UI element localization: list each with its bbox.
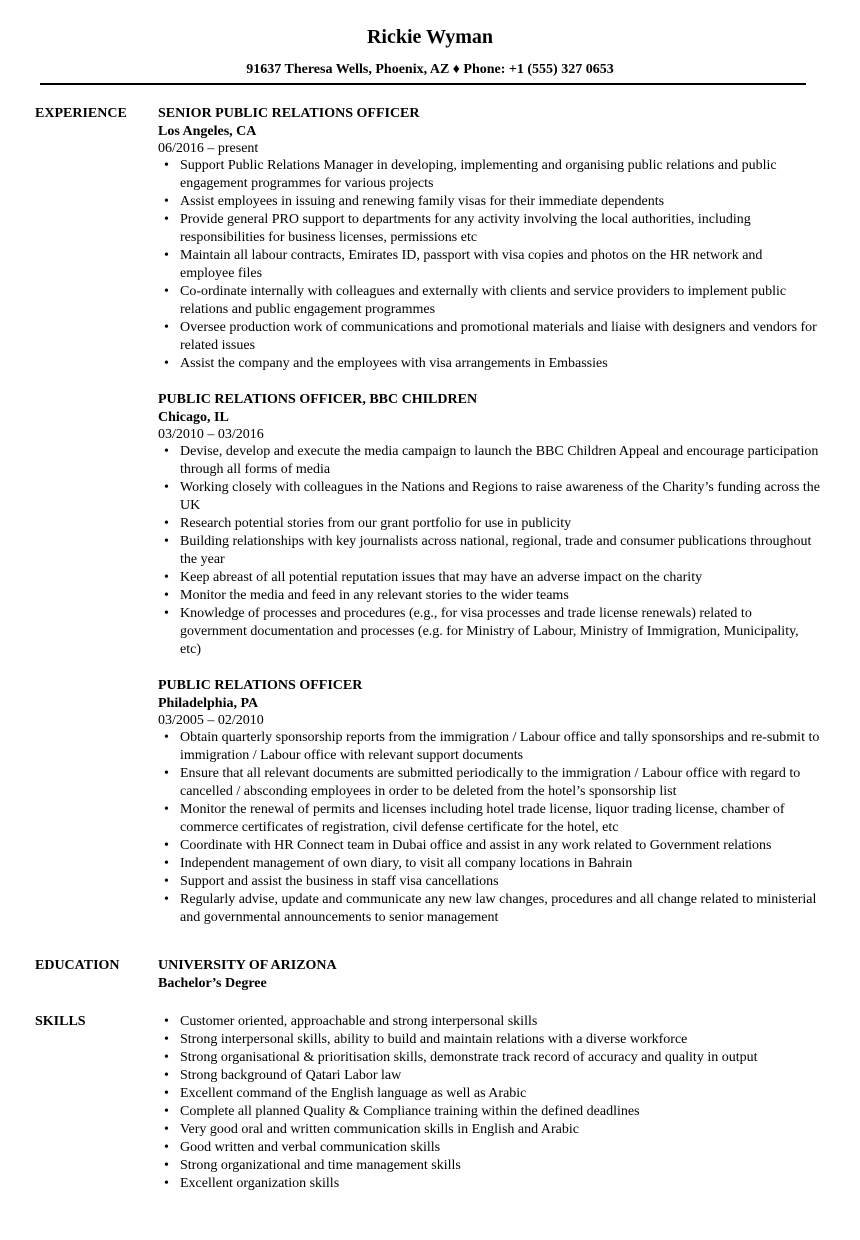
- bullet-item: [158, 855, 820, 873]
- header-divider: [40, 83, 806, 85]
- bullet-item: [158, 247, 820, 283]
- bullet-text: Provide general PRO support to departments for any activity involving the local authorities, including responsibilities for business licenses, permissions etc: [180, 212, 751, 245]
- job-location: Chicago, IL: [158, 410, 229, 425]
- bullet-text: Regularly advise, update and communicate any new law changes, procedures and all change related to ministerial and governmental announcements to senior management: [180, 892, 817, 925]
- bullet-icon: •: [164, 1158, 169, 1173]
- skill-text: Very good oral and written communication skills in English and Arabic: [180, 1122, 579, 1137]
- bullet-icon: •: [164, 892, 169, 907]
- job-location: Philadelphia, PA: [158, 696, 259, 711]
- job-dates: 03/2005 – 02/2010: [158, 713, 264, 728]
- bullet-icon: •: [164, 588, 169, 603]
- bullet-icon: •: [164, 1176, 169, 1191]
- bullet-item: [158, 729, 820, 765]
- bullet-item: [158, 193, 820, 211]
- job-bullets: [158, 157, 820, 373]
- bullet-item: [158, 515, 820, 533]
- bullet-item: [158, 355, 820, 373]
- skill-text: Strong interpersonal skills, ability to build and maintain relations with a diverse workforce: [180, 1032, 688, 1047]
- experience-heading: EXPERIENCE: [35, 106, 127, 121]
- bullet-icon: •: [164, 1068, 169, 1083]
- bullet-icon: •: [164, 856, 169, 871]
- skill-item: [158, 1013, 820, 1031]
- bullet-icon: •: [164, 802, 169, 817]
- skill-text: Customer oriented, approachable and strong interpersonal skills: [180, 1014, 538, 1029]
- job-dates: 03/2010 – 03/2016: [158, 427, 264, 442]
- skill-text: Strong organisational & prioritisation skills, demonstrate track record of accuracy and quality in output: [180, 1050, 758, 1065]
- bullet-item: [158, 157, 820, 193]
- bullet-text: Independent management of own diary, to visit all company locations in Bahrain: [180, 856, 633, 871]
- bullet-item: [158, 569, 820, 587]
- skill-item: [158, 1121, 820, 1139]
- bullet-text: Co-ordinate internally with colleagues and externally with clients and service providers to implement public relations and public engagement programmes: [180, 284, 787, 317]
- bullet-text: Maintain all labour contracts, Emirates ID, passport with visa copies and photos on the HR network and employee files: [180, 248, 763, 281]
- bullet-item: [158, 765, 820, 801]
- job-title: PUBLIC RELATIONS OFFICER, BBC CHILDREN: [158, 392, 478, 407]
- bullet-text: Building relationships with key journalists across national, regional, trade and consumer publications throughout the year: [180, 534, 812, 567]
- job-entry: [158, 391, 820, 659]
- bullet-icon: •: [164, 1032, 169, 1047]
- skill-text: Strong organizational and time management skills: [180, 1158, 461, 1173]
- bullet-icon: •: [164, 534, 169, 549]
- bullet-item: [158, 211, 820, 247]
- bullet-icon: •: [164, 480, 169, 495]
- bullet-item: [158, 801, 820, 837]
- job-entry: [158, 105, 820, 373]
- bullet-icon: •: [164, 730, 169, 745]
- education-heading: EDUCATION: [35, 958, 120, 973]
- skills-heading: SKILLS: [35, 1014, 86, 1029]
- bullet-text: Research potential stories from our grant portfolio for use in publicity: [180, 516, 572, 531]
- degree-name: Bachelor’s Degree: [158, 976, 267, 991]
- bullet-item: [158, 891, 820, 927]
- school-name: UNIVERSITY OF ARIZONA: [158, 958, 337, 973]
- job-bullets: [158, 443, 820, 659]
- skill-item: [158, 1049, 820, 1067]
- skill-item: [158, 1067, 820, 1085]
- skill-item: [158, 1103, 820, 1121]
- skill-item: [158, 1031, 820, 1049]
- bullet-icon: •: [164, 212, 169, 227]
- bullet-icon: •: [164, 606, 169, 621]
- bullet-text: Devise, develop and execute the media campaign to launch the BBC Children Appeal and encourage participation through all forms of media: [180, 444, 819, 477]
- resume-header: [0, 0, 860, 85]
- bullet-text: Monitor the media and feed in any relevant stories to the wider teams: [180, 588, 569, 603]
- bullet-text: Ensure that all relevant documents are submitted periodically to the immigration / Labour office with regard to cancelled / absconding employees in order to be deleted from the hotel’s sponsorship list: [180, 766, 801, 799]
- skills-section: [0, 1013, 860, 1193]
- skills-body: [158, 1013, 860, 1193]
- bullet-item: [158, 605, 820, 659]
- bullet-text: Assist employees in issuing and renewing family visas for their immediate dependents: [180, 194, 665, 209]
- bullet-item: [158, 479, 820, 515]
- bullet-icon: •: [164, 356, 169, 371]
- bullet-item: [158, 443, 820, 479]
- skill-text: Complete all planned Quality & Compliance training within the defined deadlines: [180, 1104, 640, 1119]
- job-title: PUBLIC RELATIONS OFFICER: [158, 678, 363, 693]
- bullet-icon: •: [164, 516, 169, 531]
- job-dates: 06/2016 – present: [158, 141, 259, 156]
- bullet-item: [158, 319, 820, 355]
- bullet-icon: •: [164, 1014, 169, 1029]
- bullet-icon: •: [164, 194, 169, 209]
- bullet-icon: •: [164, 1104, 169, 1119]
- bullet-icon: •: [164, 1140, 169, 1155]
- skill-item: [158, 1085, 820, 1103]
- bullet-item: [158, 533, 820, 569]
- skill-text: Good written and verbal communication skills: [180, 1140, 441, 1155]
- bullet-icon: •: [164, 766, 169, 781]
- experience-section: [0, 105, 860, 945]
- bullet-text: Support and assist the business in staff visa cancellations: [180, 874, 499, 889]
- bullet-text: Assist the company and the employees with visa arrangements in Embassies: [180, 356, 608, 371]
- bullet-item: [158, 873, 820, 891]
- experience-body: [158, 105, 860, 945]
- bullet-icon: •: [164, 1122, 169, 1137]
- skills-list: [158, 1013, 820, 1193]
- bullet-icon: •: [164, 1050, 169, 1065]
- skill-text: Excellent organization skills: [180, 1176, 340, 1191]
- candidate-name: Rickie Wyman: [366, 26, 494, 48]
- job-title: SENIOR PUBLIC RELATIONS OFFICER: [158, 106, 420, 121]
- bullet-icon: •: [164, 320, 169, 335]
- education-section: [0, 957, 860, 993]
- bullet-text: Working closely with colleagues in the Nations and Regions to raise awareness of the Charity’s funding across the UK: [180, 480, 821, 513]
- education-body: [158, 957, 860, 993]
- bullet-text: Monitor the renewal of permits and licenses including hotel trade license, liquor trading license, chamber of commerce certificates of registration, civil defense certificate for the hotel, etc: [180, 802, 785, 835]
- bullet-text: Keep abreast of all potential reputation issues that may have an adverse impact on the charity: [180, 570, 703, 585]
- job-location: Los Angeles, CA: [158, 124, 257, 139]
- bullet-icon: •: [164, 1086, 169, 1101]
- bullet-text: Obtain quarterly sponsorship reports from the immigration / Labour office and tally sponsorships and re-submit to immigration / Labour office with relevant support documents: [180, 730, 820, 763]
- bullet-icon: •: [164, 838, 169, 853]
- bullet-text: Knowledge of processes and procedures (e.g., for visa processes and trade license renewals) related to government documentation and processes (e.g. for Ministry of Labour, Ministry of Immigration, Municipality, etc): [180, 606, 799, 657]
- bullet-text: Oversee production work of communications and promotional materials and liaise with designers and vendors for related issues: [180, 320, 817, 353]
- job-bullets: [158, 729, 820, 927]
- bullet-item: [158, 283, 820, 319]
- bullet-text: Coordinate with HR Connect team in Dubai office and assist in any work related to Government relations: [180, 838, 772, 853]
- bullet-text: Support Public Relations Manager in developing, implementing and organising public relations and public engagement programmes for various projects: [180, 158, 777, 191]
- bullet-icon: •: [164, 444, 169, 459]
- bullet-icon: •: [164, 284, 169, 299]
- skill-item: [158, 1157, 820, 1175]
- bullet-icon: •: [164, 874, 169, 889]
- bullet-icon: •: [164, 570, 169, 585]
- bullet-item: [158, 587, 820, 605]
- bullet-icon: •: [164, 248, 169, 263]
- contact-line: 91637 Theresa Wells, Phoenix, AZ ♦ Phone: +1 (555) 327 0653: [246, 62, 614, 77]
- bullet-icon: •: [164, 158, 169, 173]
- skill-item: [158, 1175, 820, 1193]
- job-entry: [158, 677, 820, 927]
- skill-item: [158, 1139, 820, 1157]
- skill-text: Excellent command of the English language as well as Arabic: [180, 1086, 527, 1101]
- bullet-item: [158, 837, 820, 855]
- skill-text: Strong background of Qatari Labor law: [180, 1068, 402, 1083]
